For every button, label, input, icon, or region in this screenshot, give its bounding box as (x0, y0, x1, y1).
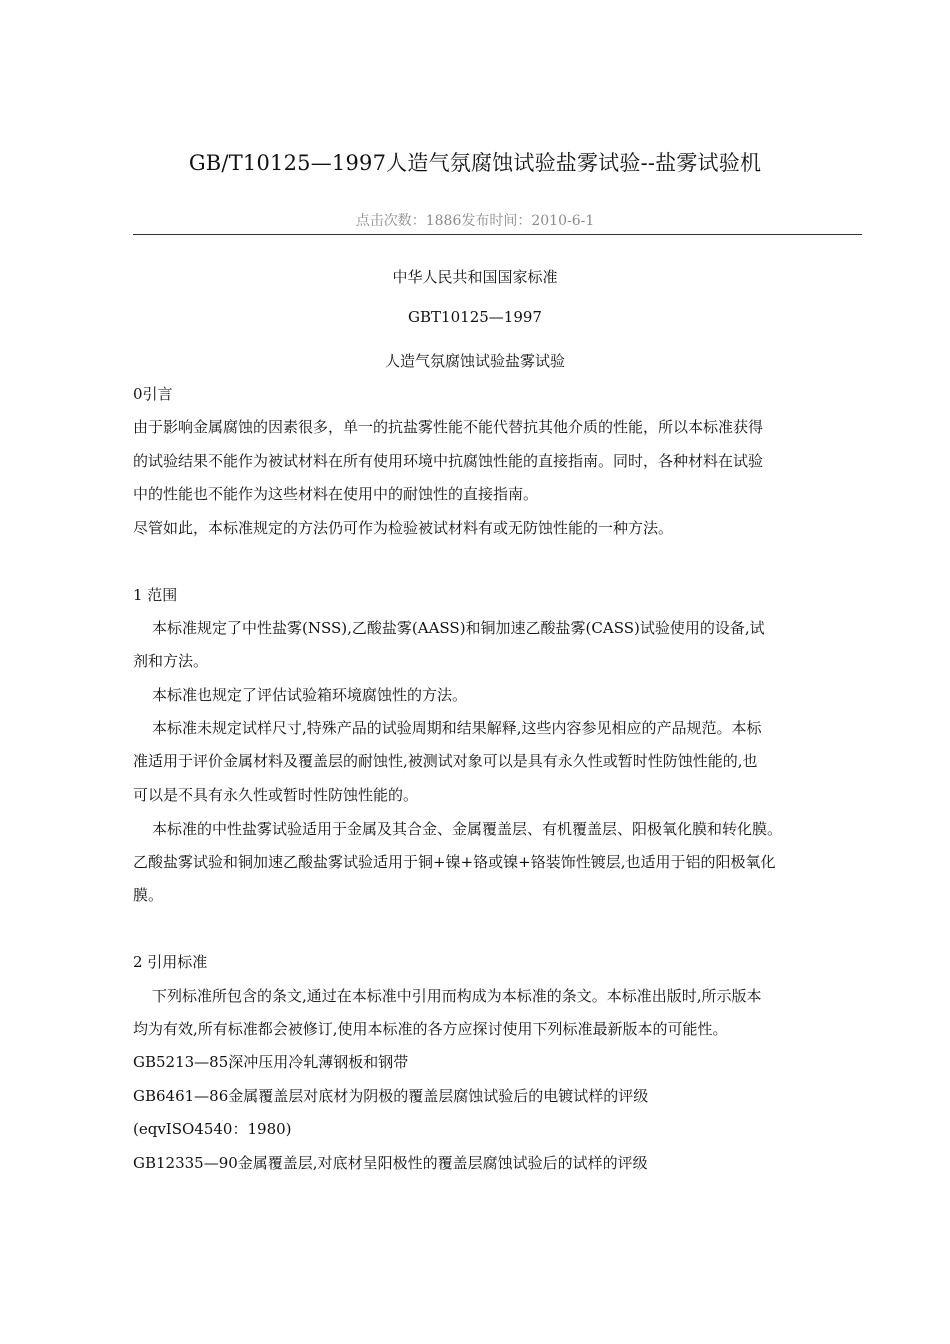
paragraph-line: 均为有效,所有标准都会被修订,使用本标准的各方应探讨使用下列标准最新版本的可能性。 (133, 1020, 728, 1038)
paragraph-line: 准适用于评价金属材料及覆盖层的耐蚀性,被测试对象可以是具有永久性或暂时性防蚀性能的,也 (133, 752, 758, 770)
paragraph-line: 乙酸盐雾试验和铜加速乙酸盐雾试验适用于铜+镍+铬或镍+铬装饰性镀层,也适用于铝的阳极氧化 (133, 853, 776, 871)
reference-item: (eqvISO4540：1980) (133, 1120, 292, 1138)
reference-item: GB6461—86金属覆盖层对底材为阴极的覆盖层腐蚀试验后的电镀试样的评级 (133, 1087, 649, 1105)
paragraph-line: 膜。 (133, 886, 164, 904)
paragraph-line: 尽管如此，本标准规定的方法仍可作为检验被试材料有或无防蚀性能的一种方法。 (133, 519, 674, 537)
paragraph-line: 剂和方法。 (133, 652, 209, 670)
standard-code: GBT10125—1997 (408, 308, 542, 326)
paragraph-line: 本标准规定了中性盐雾(NSS),乙酸盐雾(AASS)和铜加速乙酸盐雾(CASS)试验使用的设备,试 (152, 619, 765, 637)
reference-item: GB12335—90金属覆盖层,对底材呈阳极性的覆盖层腐蚀试验后的试样的评级 (133, 1154, 648, 1172)
section-heading-references: 2 引用标准 (133, 953, 208, 971)
article-meta: 点击次数：1886发布时间：2010-6-1 (355, 213, 595, 229)
paragraph-line: 本标准未规定试样尺寸,特殊产品的试验周期和结果解释,这些内容参见相应的产品规范。本标 (152, 719, 762, 737)
paragraph-line: 由于影响金属腐蚀的因素很多，单一的抗盐雾性能不能代替抗其他介质的性能，所以本标准获得 (133, 418, 764, 436)
paragraph-line: 本标准也规定了评估试验箱环境腐蚀性的方法。 (152, 686, 468, 704)
page-title: GB/T10125—1997人造气氛腐蚀试验盐雾试验--盐雾试验机 (188, 151, 762, 175)
standard-org: 中华人民共和国国家标准 (392, 268, 558, 286)
standard-subtitle: 人造气氛腐蚀试验盐雾试验 (384, 352, 565, 370)
paragraph-line: 的试验结果不能作为被试材料在所有使用环境中抗腐蚀性能的直接指南。同时，各种材料在试验 (133, 452, 764, 470)
section-heading-intro: 0引言 (133, 385, 173, 403)
section-heading-scope: 1 范围 (133, 586, 178, 604)
reference-item: GB5213—85深冲压用冷轧薄钢板和钢带 (133, 1053, 409, 1071)
paragraph-line: 本标准的中性盐雾试验适用于金属及其合金、金属覆盖层、有机覆盖层、阳极氧化膜和转化膜。 (152, 820, 783, 838)
title-divider (133, 234, 862, 235)
paragraph-line: 中的性能也不能作为这些材料在使用中的耐蚀性的直接指南。 (133, 485, 539, 503)
paragraph-line: 可以是不具有永久性或暂时性防蚀性能的。 (133, 786, 419, 804)
paragraph-line: 下列标准所包含的条文,通过在本标准中引用而构成为本标准的条文。本标准出版时,所示版本 (152, 987, 762, 1005)
